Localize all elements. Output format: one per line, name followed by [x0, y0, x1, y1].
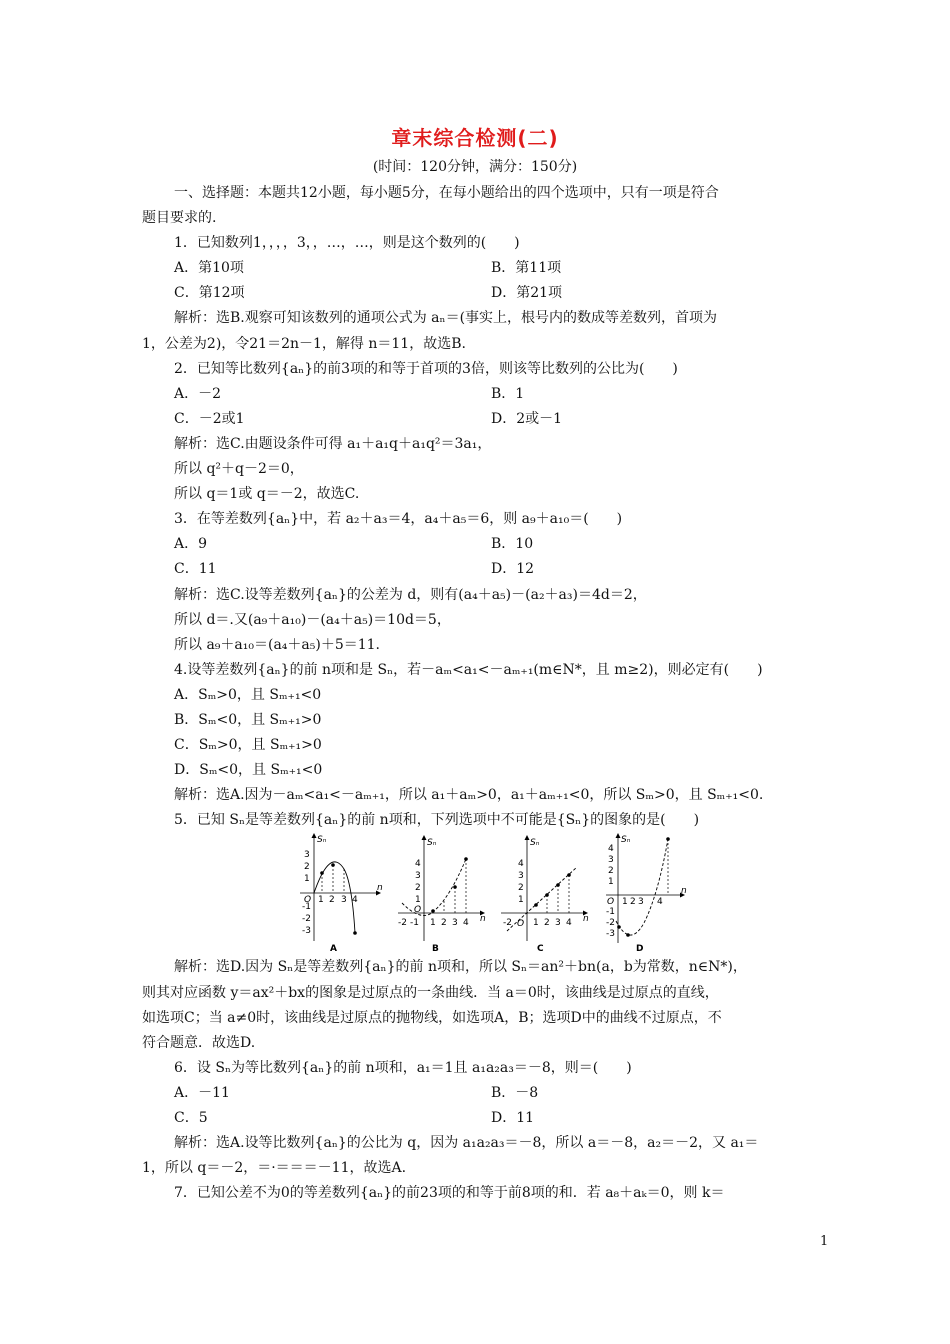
- svg-text:-2: -2: [606, 918, 615, 929]
- svg-text:2: 2: [441, 918, 447, 929]
- option-b: B．－8: [491, 1084, 539, 1101]
- svg-text:4: 4: [608, 844, 614, 855]
- question-6-options-row-1: [142, 1081, 808, 1106]
- svg-text:1: 1: [304, 874, 310, 885]
- svg-text:1: 1: [533, 918, 539, 929]
- option-c: C．－2或1: [174, 410, 245, 427]
- option-d: D．第21项: [491, 285, 563, 302]
- svg-text:4: 4: [463, 918, 469, 929]
- graph-d: [600, 833, 692, 955]
- svg-text:2: 2: [630, 897, 636, 908]
- question-2-solution-line-1: 解析：选C.由题设条件可得 a₁＋a₁q＋a₁q²＝3a₁，: [174, 435, 492, 452]
- question-2-options-row-1: [142, 382, 808, 407]
- svg-text:-3: -3: [606, 929, 615, 940]
- question-6-stem: 6．设 Sₙ为等比数列{aₙ}的前 n项和，a₁＝1且 a₁a₂a₃＝－8，则＝( ): [174, 1059, 632, 1076]
- question-5-solution-line-1: 解析：选D.因为 Sₙ是等差数列{aₙ}的前 n项和，所以 Sₙ＝an²＋bn(a，b为常数，n∈N*)，: [174, 959, 747, 976]
- svg-text:-1: -1: [606, 907, 615, 918]
- question-1-stem: 1．已知数列1，，，，3，，…，…，则是这个数列的( ): [174, 235, 520, 252]
- svg-text:-1: -1: [302, 902, 311, 913]
- option-b: B．10: [491, 536, 534, 553]
- svg-text:1: 1: [608, 877, 614, 888]
- svg-text:1: 1: [415, 895, 421, 906]
- question-6-solution-line-1: 解析：选A.设等比数列{aₙ}的公比为 q，因为 a₁a₂a₃＝－8，所以 a＝－8，a₂＝－2，又 a₁＝: [174, 1135, 759, 1152]
- question-1-options-row-2: [142, 281, 808, 306]
- option-c: C．11: [174, 561, 217, 578]
- svg-text:1: 1: [430, 918, 436, 929]
- svg-text:B: B: [432, 944, 439, 955]
- svg-text:1: 1: [318, 895, 324, 906]
- question-1-options-row-1: [142, 256, 808, 281]
- svg-text:4: 4: [518, 859, 524, 870]
- svg-text:A: A: [330, 944, 337, 955]
- option-a: A．第10项: [174, 260, 244, 277]
- option-b: B．1: [491, 385, 525, 402]
- svg-text:n: n: [377, 883, 383, 894]
- question-4-stem: 4.设等差数列{aₙ}的前 n项和是 Sₙ，若－aₘ<a₁<－aₘ₊₁(m∈N*，且 m≥2)，则必定有( ): [174, 661, 763, 678]
- svg-text:1: 1: [518, 895, 524, 906]
- option-d: D．Sₘ<0，且 Sₘ₊₁<0: [174, 762, 323, 779]
- question-3-options-row-1: [142, 532, 808, 557]
- question-5-solution-line-3: 如选项C；当 a≠0时，该曲线是过原点的抛物线，如选项A，B；选项D中的曲线不过原点，不: [142, 1009, 722, 1026]
- question-2-stem: 2．已知等比数列{aₙ}的前3项的和等于首项的3倍，则该等比数列的公比为( ): [174, 360, 678, 377]
- graph-b: [394, 833, 489, 955]
- svg-text:D: D: [636, 944, 644, 955]
- svg-text:Sₙ: Sₙ: [621, 835, 631, 846]
- graph-a: [292, 833, 382, 955]
- graph-c: [497, 833, 592, 955]
- svg-text:3: 3: [555, 918, 561, 929]
- svg-text:3: 3: [415, 871, 421, 882]
- option-a: A．－11: [174, 1084, 230, 1101]
- option-a: A．－2: [174, 385, 222, 402]
- svg-text:3: 3: [304, 850, 310, 861]
- exam-info: (时间：120分钟，满分：150分): [372, 159, 578, 175]
- question-2-solution-line-2: 所以 q²＋q－2＝0，: [174, 461, 304, 478]
- question-3-solution-line-2: 所以 d＝.又(a₉＋a₁₀)－(a₄＋a₅)＝10d＝5，: [174, 611, 451, 628]
- option-c: C．5: [174, 1110, 208, 1126]
- svg-text:3: 3: [341, 895, 347, 906]
- page-title: 章末综合检测(二): [391, 126, 559, 150]
- question-2-solution-line-3: 所以 q＝1或 q＝－2，故选C.: [174, 486, 360, 503]
- svg-text:n: n: [681, 886, 687, 897]
- svg-text:2: 2: [518, 883, 524, 894]
- svg-text:Sₙ: Sₙ: [530, 838, 540, 849]
- svg-text:Sₙ: Sₙ: [427, 838, 437, 849]
- svg-text:-2: -2: [398, 918, 407, 929]
- question-5-solution-line-4: 符合题意．故选D.: [142, 1034, 256, 1051]
- svg-text:-1: -1: [410, 918, 419, 929]
- svg-text:2: 2: [329, 895, 335, 906]
- svg-text:4: 4: [566, 918, 572, 929]
- section-intro-line-2: 题目要求的.: [142, 210, 217, 227]
- option-c: C．第12项: [174, 285, 245, 302]
- svg-text:4: 4: [415, 859, 421, 870]
- question-2-options-row-2: [142, 407, 808, 432]
- svg-text:3: 3: [638, 897, 644, 908]
- option-b: B．Sₘ<0，且 Sₘ₊₁>0: [174, 711, 322, 728]
- svg-text:3: 3: [518, 871, 524, 882]
- question-3-solution-line-3: 所以 a₉＋a₁₀＝(a₄＋a₅)＋5＝11.: [174, 636, 380, 653]
- svg-text:-2: -2: [302, 914, 311, 925]
- section-intro-line-1: 一、选择题：本题共12小题，每小题5分，在每小题给出的四个选项中，只有一项是符合: [174, 185, 719, 201]
- page-number: 1: [820, 1234, 829, 1249]
- svg-text:2: 2: [544, 918, 550, 929]
- svg-text:3: 3: [452, 918, 458, 929]
- document-body: [142, 181, 808, 1206]
- svg-text:C: C: [537, 944, 544, 955]
- option-c: C．Sₘ>0，且 Sₘ₊₁>0: [174, 737, 322, 754]
- option-d: D．2或－1: [491, 410, 563, 427]
- svg-text:n: n: [480, 914, 486, 925]
- svg-text:O: O: [414, 905, 422, 916]
- svg-text:1: 1: [622, 897, 628, 908]
- svg-text:O: O: [517, 919, 525, 930]
- question-3-solution-line-1: 解析：选C.设等差数列{aₙ}的公差为 d，则有(a₄＋a₅)－(a₂＋a₃)＝4d＝2，: [174, 586, 647, 603]
- svg-text:2: 2: [608, 866, 614, 877]
- svg-text:-2: -2: [503, 918, 512, 929]
- option-a: A．Sₘ>0，且 Sₘ₊₁<0: [174, 686, 322, 703]
- svg-text:4: 4: [352, 895, 358, 906]
- svg-text:Sₙ: Sₙ: [317, 835, 327, 846]
- option-d: D．11: [491, 1110, 535, 1126]
- question-3-options-row-2: [142, 557, 808, 582]
- option-b: B．第11项: [491, 260, 562, 277]
- option-d: D．12: [491, 561, 535, 578]
- question-5-stem: 5．已知 Sₙ是等差数列{aₙ}的前 n项和，下列选项中不可能是{Sₙ}的图象的是( ): [174, 812, 700, 829]
- question-4-solution: 解析：选A.因为－aₘ<a₁<－aₘ₊₁，所以 a₁＋aₘ>0，a₁＋aₘ₊₁<0，所以 Sₘ>0，且 Sₘ₊₁<0.: [174, 787, 764, 804]
- question-7-stem: 7．已知公差不为0的等差数列{aₙ}的前23项的和等于前8项的和．若 a₈＋aₖ＝0，则 k＝: [174, 1185, 725, 1202]
- svg-text:-3: -3: [302, 926, 311, 937]
- svg-text:O: O: [304, 895, 312, 906]
- svg-text:2: 2: [304, 862, 310, 873]
- svg-text:2: 2: [415, 883, 421, 894]
- question-5-solution-line-2: 则其对应函数 y＝ax²＋bx的图象是过原点的一条曲线．当 a＝0时，该曲线是过原点的直线，: [142, 984, 719, 1001]
- svg-text:n: n: [583, 914, 589, 925]
- option-a: A．9: [174, 536, 208, 553]
- question-1-solution-line-1: 解析：选B.观察可知该数列的通项公式为 aₙ＝(事实上，根号内的数成等差数列，首项为: [174, 310, 718, 327]
- svg-text:3: 3: [608, 855, 614, 866]
- question-3-stem: 3．在等差数列{aₙ}中，若 a₂＋a₃＝4，a₄＋a₅＝6，则 a₉＋a₁₀＝( ): [174, 511, 623, 528]
- question-6-options-row-2: [142, 1106, 808, 1131]
- svg-text:4: 4: [657, 897, 663, 908]
- question-1-solution-line-2: 1，公差为2)，令21＝2n－1，解得 n＝11，故选B.: [142, 335, 466, 352]
- svg-text:O: O: [607, 897, 615, 908]
- question-6-solution-line-2: 1，所以 q＝－2，＝·＝＝＝－11，故选A.: [142, 1160, 407, 1177]
- question-5-graphs: [142, 833, 808, 955]
